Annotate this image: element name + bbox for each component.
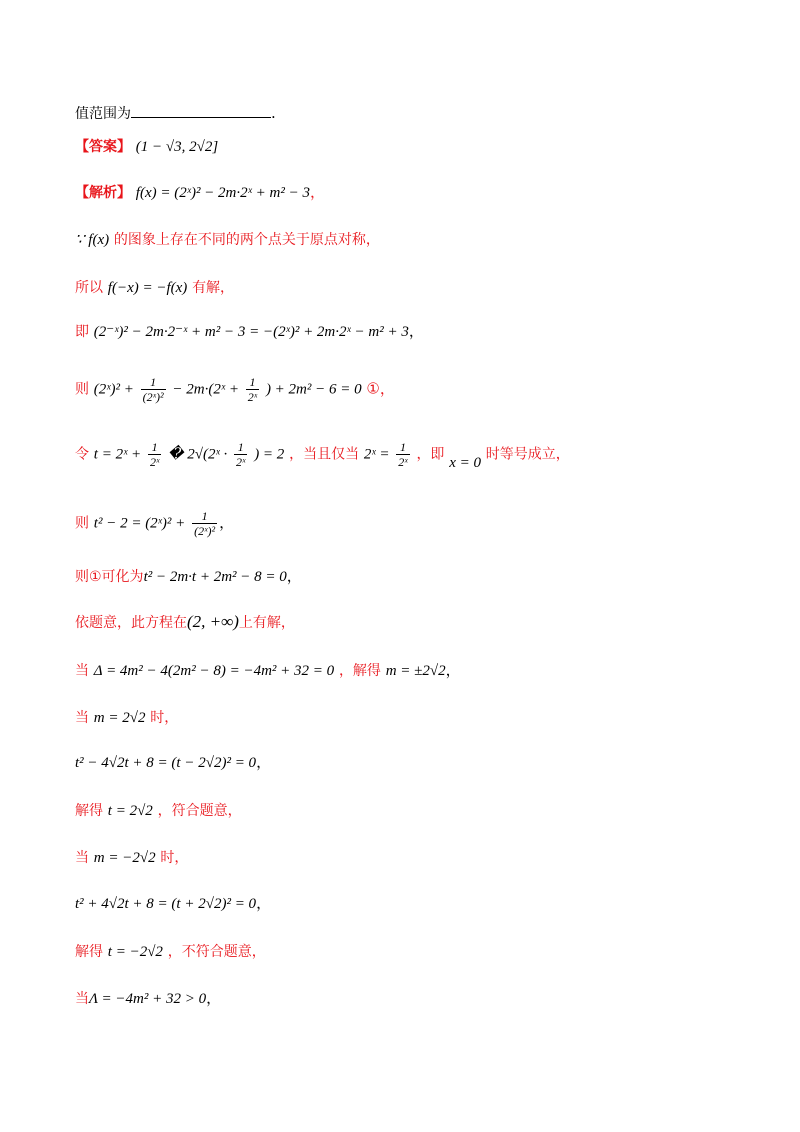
- solution-positive-line: [75, 799, 242, 822]
- transformed-equation-line: [75, 565, 302, 588]
- comma: ，: [408, 322, 424, 340]
- period: .: [271, 104, 276, 122]
- equality-a: 2ˣ =: [363, 446, 390, 463]
- quadratic-in-t: t² − 2m·t + 2m² − 8 = 0: [143, 569, 287, 585]
- solve-text: ，解得: [338, 663, 381, 679]
- has-solution-line: [75, 276, 234, 299]
- t-def-a: t = 2ˣ +: [93, 446, 142, 463]
- meets-condition-text: ，符合题意，: [157, 803, 242, 819]
- case-negative-line: [75, 846, 188, 869]
- then-text: 则: [75, 515, 89, 532]
- solution-negative-line: [75, 940, 266, 963]
- interval-line: [75, 611, 295, 634]
- fraction: $\frac{1}{\text{(2ˣ)²}}$: [142, 375, 164, 404]
- solve-text: 解得: [75, 803, 103, 819]
- when-text: 当: [75, 850, 89, 866]
- t-squared-a: t² − 2 = (2ˣ)² +: [93, 515, 186, 532]
- so-text: 所以: [75, 280, 103, 296]
- comma: ，: [286, 567, 302, 585]
- eq-part-a: (2ˣ)² +: [93, 381, 134, 398]
- answer-math: (1 − √3, 2√2]: [135, 139, 219, 155]
- t-positive: t = 2√2: [107, 803, 153, 819]
- inequality-line: [75, 987, 221, 1010]
- answer-blank: [131, 101, 271, 118]
- t-squared-line: [75, 509, 234, 538]
- comma: ，: [206, 989, 222, 1007]
- fraction: $\frac{1}{\text{2ˣ}}$: [247, 375, 258, 404]
- fraction: $\frac{1}{\text{2ˣ}}$: [398, 440, 408, 469]
- fraction: $\frac{1}{\text{2ˣ}}$: [236, 440, 246, 469]
- comma: ，: [445, 661, 461, 679]
- discriminant-inequality: Λ = −4m² + 32 > 0: [89, 991, 207, 1007]
- equality-holds-text: 时等号成立，: [485, 446, 570, 463]
- analysis-label: 【解析】: [75, 185, 131, 201]
- t-def-b: � 2√(2ˣ ·: [168, 446, 228, 463]
- case-positive-line: [75, 706, 178, 729]
- odd-equation: f(−x) = −f(x): [107, 280, 188, 296]
- comma: ，: [256, 753, 272, 771]
- expand-line: [75, 320, 424, 343]
- circle-one-marker: ①: [366, 379, 380, 398]
- substitution-line: [75, 440, 570, 469]
- has-solution-text: 上有解，: [238, 615, 295, 631]
- comma: ，: [256, 894, 272, 912]
- factored-negative: t² + 4√2t + 8 = (t + 2√2)² = 0: [75, 896, 257, 912]
- equation-one-line: [75, 375, 395, 404]
- discriminant-line: [75, 659, 461, 682]
- answer-line: [75, 135, 218, 158]
- symmetry-text: 的图象上存在不同的两个点关于原点对称，: [113, 232, 380, 248]
- function-definition: f(x) = (2ˣ)² − 2m·2ˣ + m² − 3: [135, 185, 310, 201]
- question-tail-line: [75, 101, 276, 125]
- fraction: $\frac{1}{\text{2ˣ}}$: [149, 440, 160, 469]
- m-positive: m = 2√2: [93, 710, 146, 726]
- comma: ，: [219, 513, 235, 532]
- not-meets-condition-text: ，不符合题意，: [167, 944, 266, 960]
- factor-negative-line: [75, 892, 271, 915]
- when-suffix: 时，: [160, 850, 189, 866]
- comma: ，: [309, 183, 325, 201]
- comma: ，: [379, 379, 395, 398]
- interval: (2, +∞): [187, 612, 239, 631]
- has-solution-text: 有解，: [192, 280, 235, 296]
- eq-part-c: ) + 2m² − 6 = 0: [265, 381, 362, 398]
- when-text: 当: [75, 991, 89, 1007]
- t-def-c: ) = 2: [254, 446, 285, 463]
- symmetry-line: [75, 228, 380, 251]
- question-text: 值范围为: [75, 106, 131, 122]
- solve-text: 解得: [75, 944, 103, 960]
- iff-text: ，当且仅当: [289, 446, 360, 463]
- eq-part-b: − 2m·(2ˣ +: [172, 381, 239, 398]
- fraction: $\frac{1}{\text{(2ˣ)²}}$: [194, 509, 216, 538]
- discriminant-equation: Δ = 4m² − 4(2m² − 8) = −4m² + 32 = 0: [93, 663, 335, 679]
- transform-text: 则①可化为: [75, 569, 144, 585]
- when-text: 当: [75, 710, 89, 726]
- when-text: 当: [75, 663, 89, 679]
- because-fx: ∵ f(x): [75, 232, 110, 248]
- m-negative: m = −2√2: [93, 850, 156, 866]
- then-text: 则: [75, 381, 89, 398]
- factor-positive-line: [75, 751, 271, 774]
- by-problem-text: 依题意，此方程在: [75, 615, 187, 631]
- expanded-equation: (2⁻ˣ)² − 2m·2⁻ˣ + m² − 3 = −(2ˣ)² + 2m·2ˣ − m² + 3: [93, 324, 409, 340]
- factored-positive: t² − 4√2t + 8 = (t − 2√2)² = 0: [75, 755, 257, 771]
- when-suffix: 时，: [150, 710, 179, 726]
- m-value: m = ±2√2: [385, 663, 446, 679]
- x-equals-zero: x = 0: [449, 454, 481, 471]
- t-negative: t = −2√2: [107, 944, 163, 960]
- namely-text: ，即: [416, 446, 445, 463]
- answer-label: 【答案】: [75, 139, 131, 155]
- analysis-line: [75, 181, 325, 204]
- namely-text: 即: [75, 324, 89, 340]
- let-text: 令: [75, 446, 89, 463]
